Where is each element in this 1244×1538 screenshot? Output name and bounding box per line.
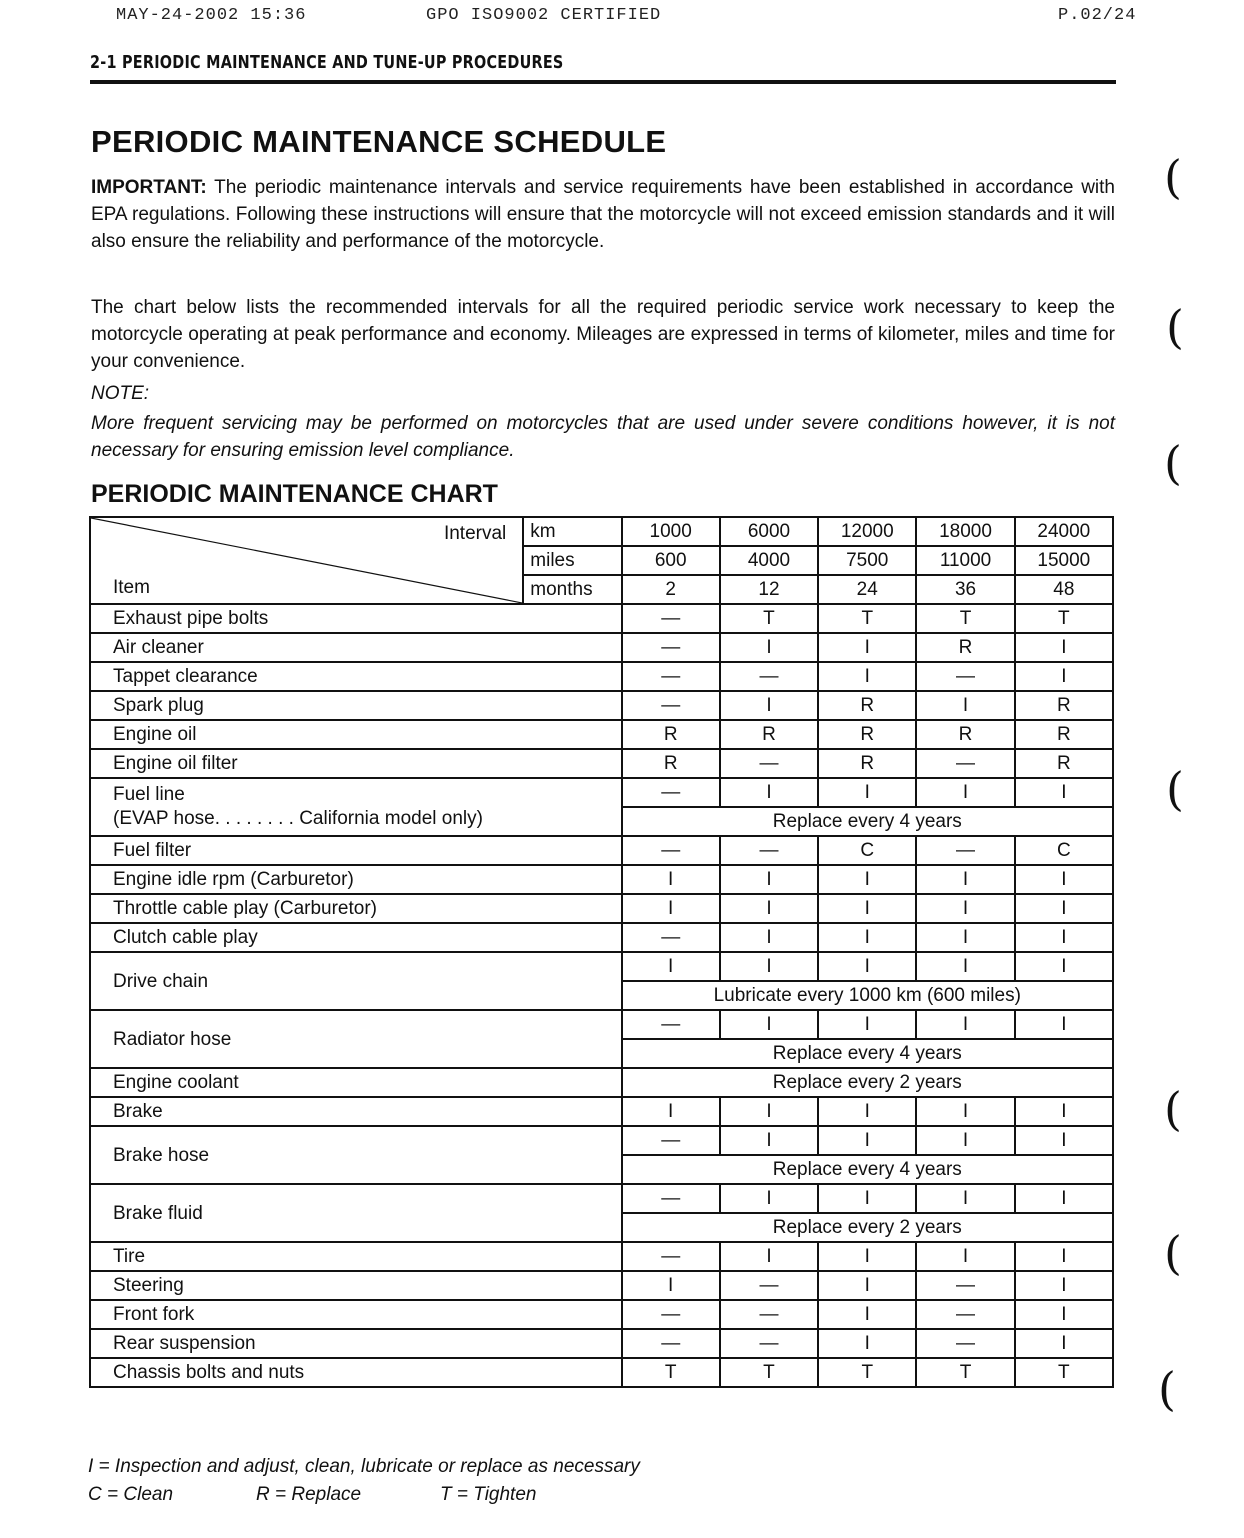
table-cell: T [1015,1358,1113,1387]
binder-hole-mark: ( [1164,1082,1182,1136]
table-cell: I [818,1242,916,1271]
table-cell: R [1015,720,1113,749]
table-cell: I [1015,894,1113,923]
table-cell: R [622,720,720,749]
interval-value: 15000 [1015,546,1113,575]
table-row [90,952,1113,981]
important-text: The periodic maintenance intervals and service requirements have been established in accordance with EPA regulations. Following these instructions will ensure that the motorcycle will not exceed emission standards and it will also ensure the reliability and performance of the motorcycle. [91,177,1115,252]
interval-unit: miles [523,546,621,575]
table-cell: — [622,1242,720,1271]
header-item: Item [113,577,150,598]
table-cell: I [720,894,818,923]
table-cell: I [1015,633,1113,662]
chart-body [90,517,1113,1387]
interval-value: 2 [622,575,720,604]
table-row [90,778,1113,807]
table-cell: I [818,1097,916,1126]
table-row [90,633,1113,662]
interval-value: 36 [916,575,1014,604]
item-name: Brake hose [90,1126,622,1184]
table-cell: — [720,1300,818,1329]
fax-certification: GPO ISO9002 CERTIFIED [426,6,662,25]
table-row [90,894,1113,923]
interval-unit: months [523,575,621,604]
table-cell: T [720,604,818,633]
important-paragraph [91,174,1115,255]
table-cell: I [1015,1184,1113,1213]
table-cell: I [916,691,1014,720]
table-cell: I [818,662,916,691]
table-cell: T [818,604,916,633]
table-row [90,1242,1113,1271]
item-name: Drive chain [90,952,622,1010]
item-name: Tire [90,1242,622,1271]
intro-paragraph: The chart below lists the recommended intervals for all the required periodic service work necessary to keep the motorcycle operating at peak performance and economy. Mileages are expressed in terms of kilometer, miles and time for your convenience. [91,297,1115,372]
header-corner [90,517,523,604]
table-row [90,1329,1113,1358]
table-cell: I [916,865,1014,894]
table-row [90,1097,1113,1126]
legend-line [88,1484,536,1506]
table-cell: I [1015,1010,1113,1039]
row-note: Replace every 2 years [622,1068,1113,1097]
item-name: Engine oil filter [90,749,622,778]
table-cell: I [1015,865,1113,894]
table-cell: I [818,778,916,807]
item-name-subline: (EVAP hose. . . . . . . . California model only) [113,808,483,829]
table-cell: I [720,633,818,662]
table-cell: I [1015,1126,1113,1155]
table-cell: — [622,1184,720,1213]
table-cell: I [916,1184,1014,1213]
table-cell: R [818,720,916,749]
table-cell: — [622,691,720,720]
row-note: Replace every 4 years [622,1039,1113,1068]
table-cell: I [916,1242,1014,1271]
row-note: Replace every 4 years [622,1155,1113,1184]
item-name: Engine idle rpm (Carburetor) [90,865,622,894]
table-cell: I [916,1126,1014,1155]
table-cell: — [622,1300,720,1329]
table-cell: I [916,778,1014,807]
note-label: NOTE: [91,383,150,404]
item-name: Fuel filter [90,836,622,865]
interval-value: 48 [1015,575,1113,604]
table-row [90,604,1113,633]
item-name: Clutch cable play [90,923,622,952]
table-cell: I [916,1097,1014,1126]
item-name: Rear suspension [90,1329,622,1358]
note-text: More frequent servicing may be performed on motorcycles that are used under severe conditions however, it is not necessary for ensuring emission level compliance. [91,413,1115,461]
item-name: Brake fluid [90,1184,622,1242]
row-note: Lubricate every 1000 km (600 miles) [622,981,1113,1010]
table-cell: I [818,923,916,952]
table-cell: I [720,1184,818,1213]
table-cell: I [720,691,818,720]
table-cell: I [1015,1300,1113,1329]
table-row [90,1300,1113,1329]
legend-replace: R = Replace [256,1484,362,1505]
table-cell: I [916,1010,1014,1039]
table-cell: R [622,749,720,778]
table-cell: — [720,749,818,778]
table-cell: I [720,923,818,952]
item-name: Radiator hose [90,1010,622,1068]
table-cell: I [622,1271,720,1300]
table-cell: — [622,778,720,807]
table-cell: I [622,865,720,894]
table-cell: I [1015,952,1113,981]
table-cell: I [818,865,916,894]
table-cell: T [916,1358,1014,1387]
table-cell: — [720,662,818,691]
table-cell: I [720,1242,818,1271]
table-cell: I [818,1271,916,1300]
section-header-text: 2-1 PERIODIC MAINTENANCE AND TUNE-UP PROCEDURES [90,52,564,73]
table-cell: I [916,894,1014,923]
table-cell: T [622,1358,720,1387]
item-name: Air cleaner [90,633,622,662]
table-cell: — [916,1300,1014,1329]
table-cell: — [622,1010,720,1039]
table-cell: I [818,1010,916,1039]
table-cell: T [818,1358,916,1387]
important-label: IMPORTANT: [91,177,207,198]
table-cell: — [622,1329,720,1358]
interval-value: 24 [818,575,916,604]
table-cell: I [818,1126,916,1155]
table-cell: I [1015,662,1113,691]
fax-datetime: MAY-24-2002 15:36 [116,6,307,25]
table-cell: I [622,894,720,923]
table-cell: I [818,1300,916,1329]
table-cell: — [622,923,720,952]
maintenance-chart [89,516,1114,1388]
item-name: Front fork [90,1300,622,1329]
table-cell: — [622,836,720,865]
interval-row [90,517,1113,546]
table-cell: I [720,778,818,807]
binder-hole-mark: ( [1164,150,1182,204]
table-cell: I [622,952,720,981]
row-note: Replace every 2 years [622,1213,1113,1242]
item-name: Chassis bolts and nuts [90,1358,622,1387]
legend-tighten: T = Tighten [440,1484,537,1505]
table-cell: I [720,865,818,894]
table-row [90,1010,1113,1039]
table-cell: I [818,952,916,981]
table-cell: — [720,1271,818,1300]
table-row [90,836,1113,865]
table-cell: I [818,633,916,662]
table-cell: T [1015,604,1113,633]
table-cell: — [622,662,720,691]
binder-hole-mark: ( [1164,1226,1182,1280]
table-cell: I [1015,1271,1113,1300]
table-cell: T [916,604,1014,633]
fax-page-number: P.02/24 [1058,6,1137,25]
interval-value: 12 [720,575,818,604]
item-name: Steering [90,1271,622,1300]
table-row [90,749,1113,778]
interval-unit: km [523,517,621,546]
table-cell: C [1015,836,1113,865]
interval-value: 6000 [720,517,818,546]
row-note: Replace every 4 years [622,807,1113,836]
table-cell: R [1015,691,1113,720]
table-cell: I [1015,1242,1113,1271]
item-name: Spark plug [90,691,622,720]
table-row [90,1271,1113,1300]
table-cell: I [720,1126,818,1155]
table-cell: R [720,720,818,749]
page-title: PERIODIC MAINTENANCE SCHEDULE [91,124,667,159]
table-cell: T [720,1358,818,1387]
table-row [90,691,1113,720]
table-cell: I [1015,778,1113,807]
table-row [90,662,1113,691]
item-name: Throttle cable play (Carburetor) [90,894,622,923]
item-name: Engine oil [90,720,622,749]
table-cell: — [916,1271,1014,1300]
interval-value: 11000 [916,546,1014,575]
interval-value: 12000 [818,517,916,546]
table-cell: I [818,1329,916,1358]
table-cell: R [916,720,1014,749]
table-cell: I [916,923,1014,952]
legend-inspect: I = Inspection and adjust, clean, lubricate or replace as necessary [88,1456,640,1477]
table-cell: R [818,749,916,778]
table-cell: I [720,1010,818,1039]
table-cell: R [916,633,1014,662]
binder-hole-mark: ( [1166,762,1184,816]
item-name [90,778,622,836]
interval-value: 24000 [1015,517,1113,546]
table-row [90,865,1113,894]
table-cell: I [1015,1329,1113,1358]
table-row [90,923,1113,952]
table-cell: — [916,749,1014,778]
binder-hole-mark: ( [1158,1362,1176,1416]
table-cell: — [916,836,1014,865]
table-cell: I [916,952,1014,981]
table-row [90,720,1113,749]
legend-clean: C = Clean [88,1484,174,1505]
table-cell: I [818,1184,916,1213]
table-row [90,1358,1113,1387]
table-cell: C [818,836,916,865]
table-row [90,1184,1113,1213]
item-name: Brake [90,1097,622,1126]
binder-hole-mark: ( [1166,300,1184,354]
table-cell: — [622,633,720,662]
item-name: Tappet clearance [90,662,622,691]
table-cell: I [818,894,916,923]
interval-value: 7500 [818,546,916,575]
chart-title: PERIODIC MAINTENANCE CHART [91,480,498,508]
item-name-line: Fuel line [113,784,185,805]
table-cell: — [720,836,818,865]
item-name: Engine coolant [90,1068,622,1097]
table-cell: — [720,1329,818,1358]
section-header [90,52,1116,84]
table-cell: R [1015,749,1113,778]
interval-value: 600 [622,546,720,575]
interval-value: 4000 [720,546,818,575]
table-cell: I [720,1097,818,1126]
table-cell: — [916,1329,1014,1358]
interval-value: 1000 [622,517,720,546]
table-cell: — [916,662,1014,691]
table-cell: I [622,1097,720,1126]
interval-value: 18000 [916,517,1014,546]
table-cell: I [1015,923,1113,952]
item-name: Exhaust pipe bolts [90,604,622,633]
table-cell: I [1015,1097,1113,1126]
table-cell: I [720,952,818,981]
table-cell: — [622,604,720,633]
table-row [90,1068,1113,1097]
header-interval: Interval [443,523,507,544]
table-row [90,1126,1113,1155]
binder-hole-mark: ( [1164,436,1182,490]
table-cell: R [818,691,916,720]
table-cell: — [622,1126,720,1155]
